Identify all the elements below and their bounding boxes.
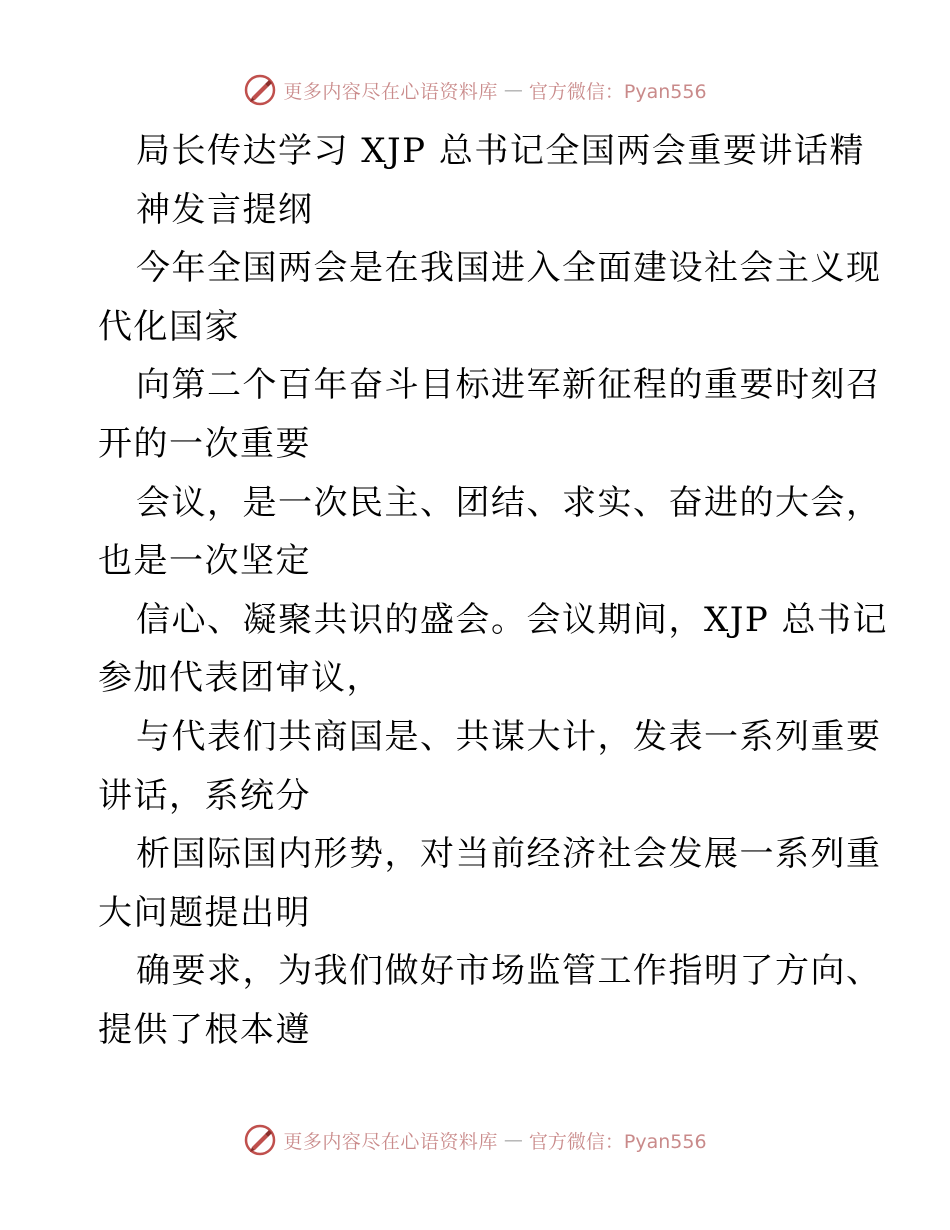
pen-logo-icon (243, 73, 277, 107)
text-line: 析国际国内形势，对当前经济社会发展一系列重 (136, 834, 882, 875)
document-body (98, 122, 889, 1060)
watermark-separator: — (503, 1129, 523, 1151)
text-line: 开的一次重要 (98, 423, 311, 464)
text-line: 信心、凝聚共识的盛会。会议期间，XJP 总书记 (136, 599, 889, 640)
text-line: 确要求，为我们做好市场监管工作指明了方向、 (136, 951, 882, 992)
text-line: 会议，是一次民主、团结、求实、奋进的大会， (136, 482, 882, 523)
text-line: 代化国家 (98, 306, 240, 347)
text-line: 神发言提纲 (136, 189, 314, 230)
watermark-text: 更多内容尽在心语资料库 (283, 1130, 498, 1153)
text-line: 今年全国两会是在我国进入全面建设社会主义现 (136, 248, 882, 289)
footer-watermark (0, 1120, 950, 1160)
pen-logo-icon (243, 1123, 277, 1157)
watermark-separator: — (503, 79, 523, 101)
watermark-contact: 官方微信：Pyan556 (528, 1130, 707, 1153)
text-line: 提供了根本遵 (98, 1009, 311, 1050)
text-line: 参加代表团审议， (98, 658, 382, 699)
text-line: 讲话，系统分 (98, 775, 311, 816)
text-line: 大问题提出明 (98, 892, 311, 933)
text-line: 向第二个百年奋斗目标进军新征程的重要时刻召 (136, 365, 882, 406)
text-line: 局长传达学习 XJP 总书记全国两会重要讲话精 (136, 131, 865, 171)
text-line: 也是一次坚定 (98, 541, 311, 582)
watermark-text: 更多内容尽在心语资料库 (283, 80, 498, 103)
header-watermark (0, 70, 950, 110)
text-line: 与代表们共商国是、共谋大计，发表一系列重要 (136, 716, 882, 757)
watermark-contact: 官方微信：Pyan556 (528, 80, 707, 103)
